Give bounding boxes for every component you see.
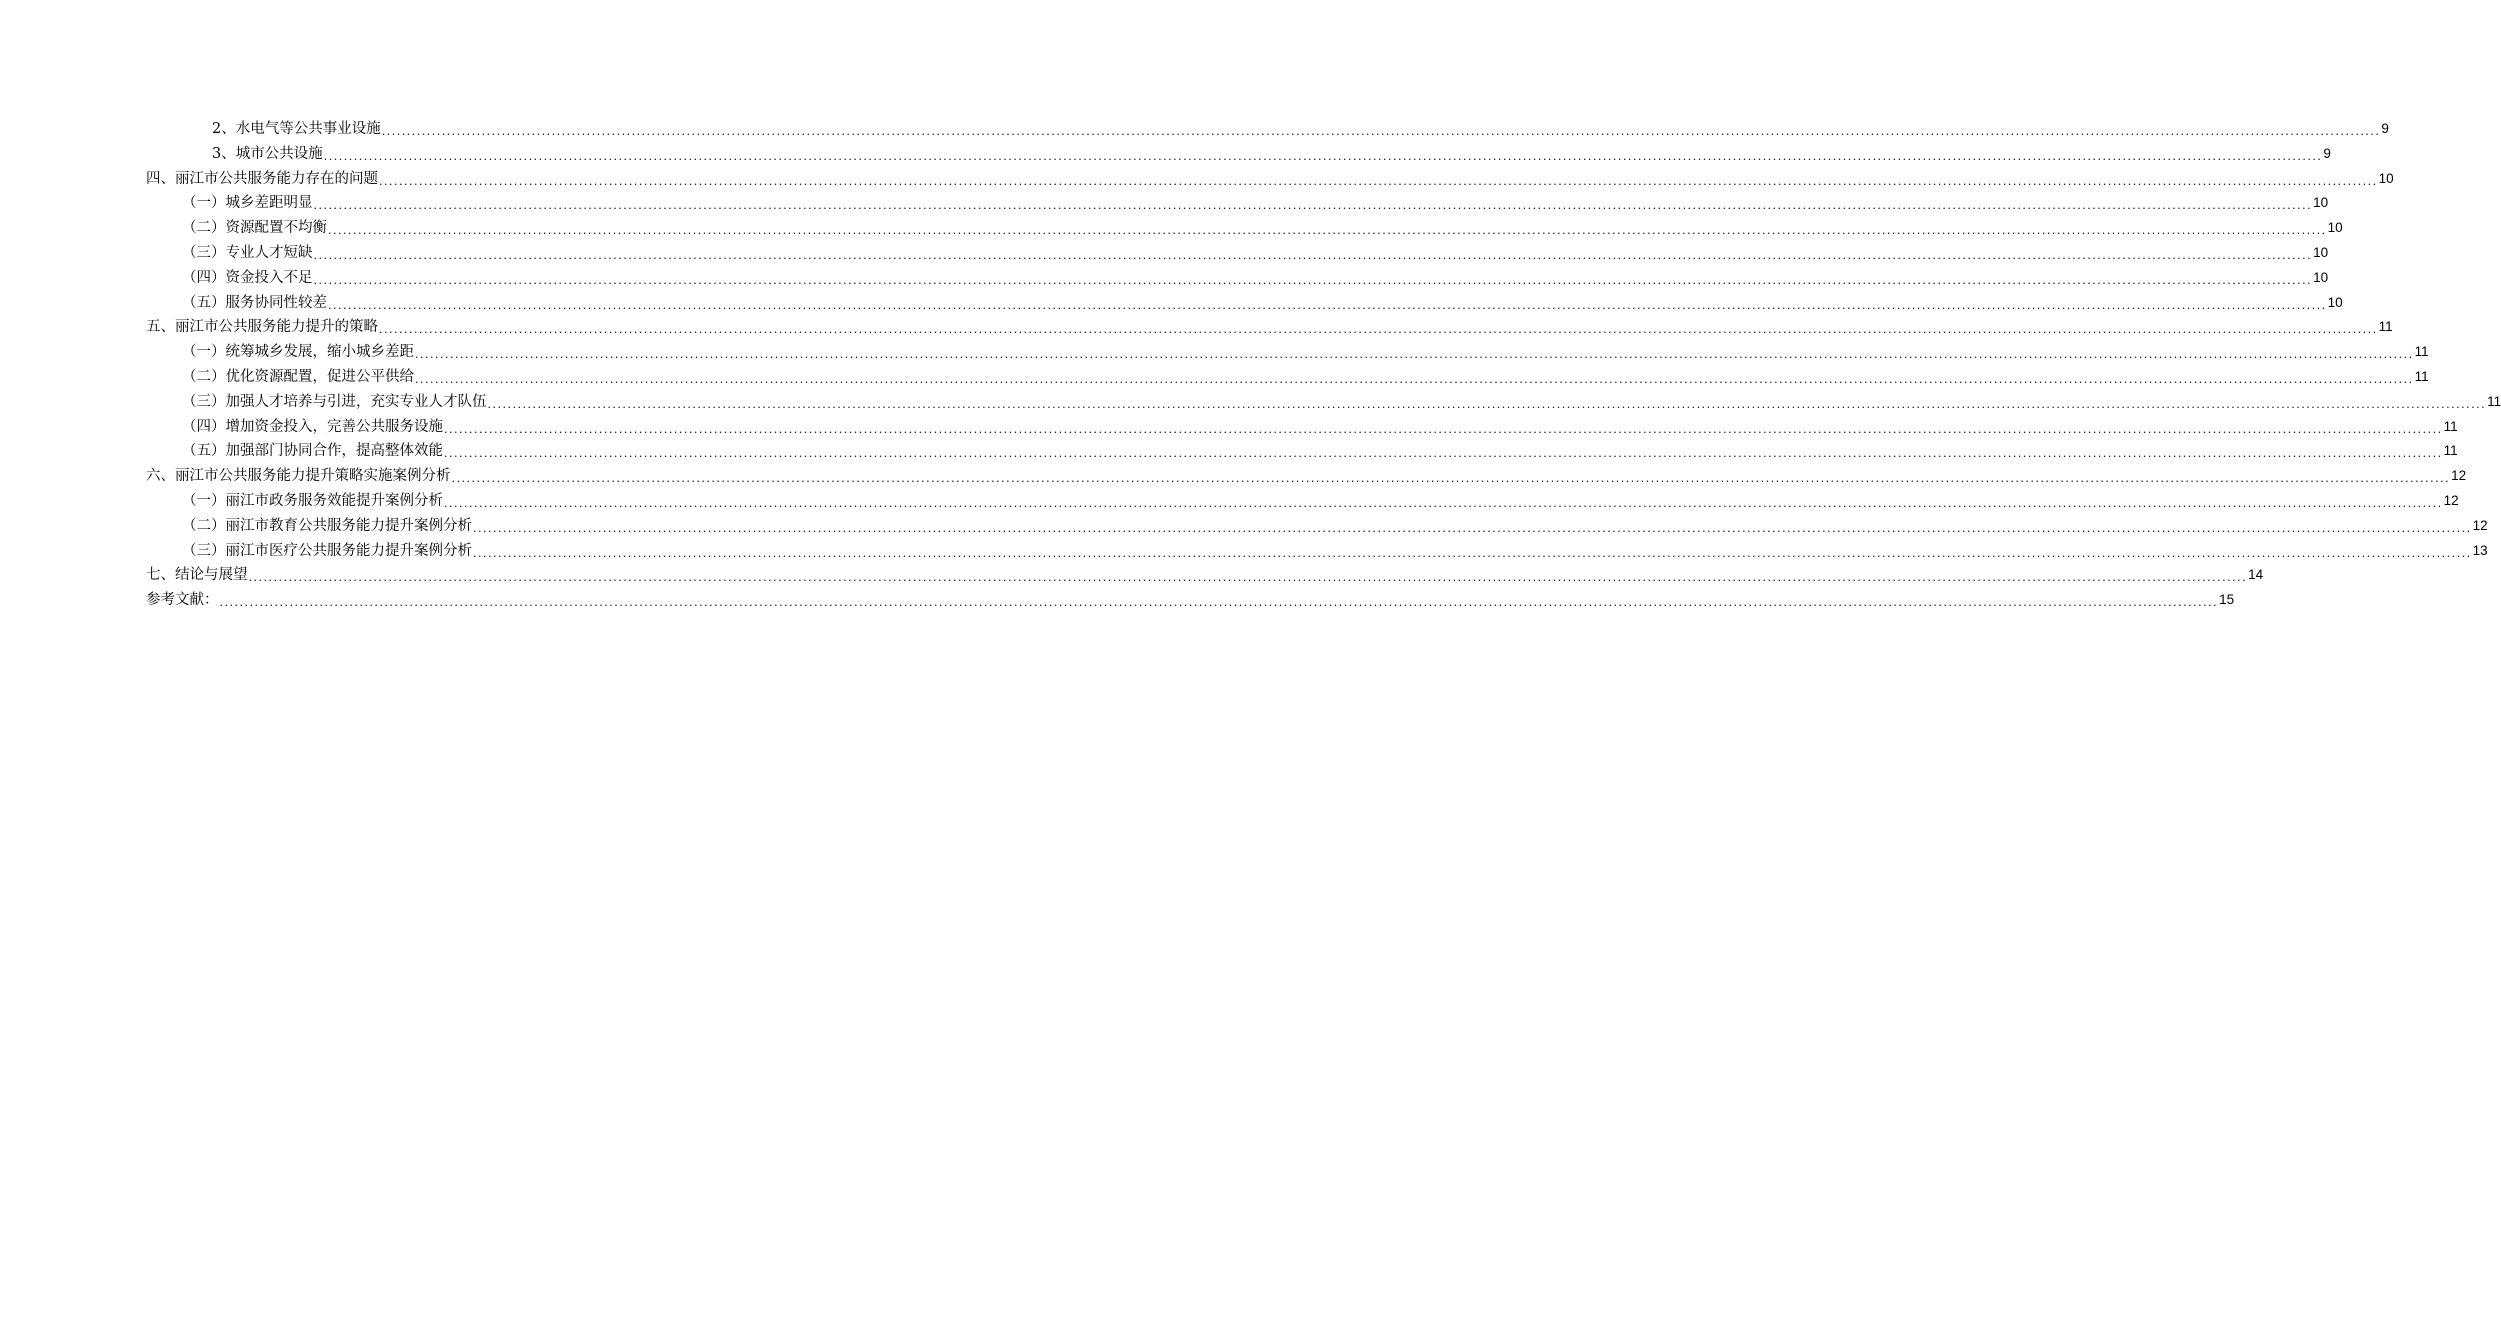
toc-dot-leader: ................................................................................................................................................................................................................................................................................................................................................................................................................ [381, 125, 2381, 138]
toc-entry-page-number: 11 [2443, 418, 2458, 434]
toc-dot-leader: ................................................................................................................................................................................................................................................................................................................................................................................................................ [248, 571, 2248, 585]
toc-entry[interactable] [146, 489, 2459, 514]
toc-entry-page-number: 11 [2414, 344, 2429, 360]
toc-entry-title: 丽江市教育公共服务能力提升案例分析 [225, 517, 472, 534]
toc-entry[interactable] [146, 266, 2329, 291]
toc-entry-title: 丽江市政务服务效能提升案例分析 [225, 492, 443, 509]
toc-dot-leader: ................................................................................................................................................................................................................................................................................................................................................................................................................ [313, 273, 2313, 287]
toc-dot-leader: ................................................................................................................................................................................................................................................................................................................................................................................................................ [328, 298, 2327, 312]
toc-entry-title: （三）专业人才短缺 [182, 244, 313, 261]
toc-entry[interactable] [146, 191, 2329, 216]
toc-entry-number: （三） [182, 542, 226, 559]
toc-entry-title: （三）加强人才培养与引进，充实专业人才队伍 [182, 393, 487, 410]
toc-entry[interactable] [146, 365, 2429, 390]
toc-dot-leader: ................................................................................................................................................................................................................................................................................................................................................................................................................ [444, 422, 2443, 436]
toc-entry-title: （四）资金投入不足 [182, 269, 313, 286]
toc-entry-page-number: 13 [2472, 542, 2488, 558]
toc-dot-leader: ................................................................................................................................................................................................................................................................................................................................................................................................................ [415, 372, 2414, 386]
toc-entry-page-number: 14 [2248, 567, 2264, 583]
toc-entry-page-number: 11 [2443, 443, 2458, 459]
toc-entry[interactable] [146, 439, 2458, 464]
toc-dot-leader: ................................................................................................................................................................................................................................................................................................................................................................................................................ [487, 397, 2487, 411]
toc-entry-title: 四、丽江市公共服务能力存在的问题 [146, 170, 378, 187]
toc-entry[interactable] [146, 415, 2458, 440]
toc-dot-leader: ................................................................................................................................................................................................................................................................................................................................................................................................................ [444, 447, 2443, 461]
toc-entry[interactable] [146, 216, 2343, 241]
toc-entry-number: （一） [182, 492, 226, 509]
toc-entry[interactable] [146, 563, 2264, 588]
toc-entry[interactable] [146, 117, 2389, 142]
table-of-contents [146, 117, 2501, 613]
toc-dot-leader: ................................................................................................................................................................................................................................................................................................................................................................................................................ [444, 496, 2443, 510]
toc-entry[interactable] [146, 241, 2329, 266]
toc-dot-leader: ................................................................................................................................................................................................................................................................................................................................................................................................................ [313, 248, 2313, 262]
toc-entry-page-number: 15 [2219, 592, 2235, 608]
toc-entry-page-number: 10 [2313, 269, 2329, 285]
toc-entry-page-number: 12 [2443, 492, 2459, 508]
toc-dot-leader: ................................................................................................................................................................................................................................................................................................................................................................................................................ [379, 174, 2378, 188]
toc-dot-leader: ................................................................................................................................................................................................................................................................................................................................................................................................................ [451, 472, 2451, 486]
toc-dot-leader: ................................................................................................................................................................................................................................................................................................................................................................................................................ [328, 224, 2327, 238]
toc-entry-page-number: 9 [2323, 145, 2331, 161]
toc-entry-title: （五）加强部门协同合作，提高整体效能 [182, 443, 443, 460]
toc-entry-title: 五、丽江市公共服务能力提升的策略 [146, 319, 378, 336]
toc-entry[interactable] [146, 315, 2393, 340]
toc-entry-page-number: 10 [2378, 170, 2394, 186]
toc-entry[interactable] [146, 390, 2501, 415]
toc-entry-title: （一）统筹城乡发展，缩小城乡差距 [182, 344, 414, 361]
toc-entry-title: （五）服务协同性较差 [182, 294, 327, 311]
toc-dot-leader: ................................................................................................................................................................................................................................................................................................................................................................................................................ [379, 323, 2378, 337]
toc-entry-title: （二）优化资源配置，促进公平供给 [182, 368, 414, 385]
toc-entry-page-number: 11 [2414, 368, 2429, 384]
toc-entry-page-number: 11 [2487, 393, 2501, 409]
toc-entry-title: （一）城乡差距明显 [182, 195, 313, 212]
toc-entry[interactable] [146, 142, 2331, 167]
toc-entry[interactable] [146, 539, 2488, 564]
toc-entry-title: （四）增加资金投入，完善公共服务设施 [182, 418, 443, 435]
toc-entry-page-number: 10 [2313, 244, 2329, 260]
toc-dot-leader: ................................................................................................................................................................................................................................................................................................................................................................................................................ [473, 521, 2472, 535]
toc-entry[interactable] [146, 340, 2429, 365]
toc-entry-page-number: 10 [2313, 195, 2329, 211]
toc-entry[interactable] [146, 464, 2467, 489]
toc-entry-page-number: 10 [2327, 294, 2343, 310]
toc-entry-page-number: 12 [2472, 517, 2488, 533]
toc-entry-title: 3、城市公共设施 [212, 145, 323, 162]
toc-entry-title: 七、结论与展望 [146, 567, 248, 584]
toc-entry[interactable] [146, 291, 2343, 316]
toc-entry-page-number: 11 [2378, 319, 2393, 335]
toc-entry-title: 参考文献： [146, 592, 219, 609]
toc-entry-number: （二） [182, 517, 226, 534]
toc-dot-leader: ................................................................................................................................................................................................................................................................................................................................................................................................................ [415, 348, 2414, 362]
toc-entry-title: 2、水电气等公共事业设施 [212, 121, 381, 137]
toc-entry[interactable] [146, 167, 2394, 192]
toc-entry-title: 丽江市医疗公共服务能力提升案例分析 [225, 542, 472, 559]
toc-entry-page-number: 9 [2381, 121, 2389, 136]
toc-dot-leader: ................................................................................................................................................................................................................................................................................................................................................................................................................ [219, 596, 2219, 610]
toc-entry[interactable] [146, 514, 2488, 539]
toc-dot-leader: ................................................................................................................................................................................................................................................................................................................................................................................................................ [313, 199, 2313, 213]
toc-dot-leader: ................................................................................................................................................................................................................................................................................................................................................................................................................ [473, 546, 2472, 560]
toc-entry-page-number: 12 [2451, 468, 2467, 484]
toc-entry-page-number: 10 [2327, 220, 2343, 236]
toc-entry[interactable] [146, 588, 2235, 613]
toc-dot-leader: ................................................................................................................................................................................................................................................................................................................................................................................................................ [323, 149, 2323, 163]
toc-entry-title: 六、丽江市公共服务能力提升策略实施案例分析 [146, 468, 451, 485]
toc-entry-title: （二）资源配置不均衡 [182, 220, 327, 237]
